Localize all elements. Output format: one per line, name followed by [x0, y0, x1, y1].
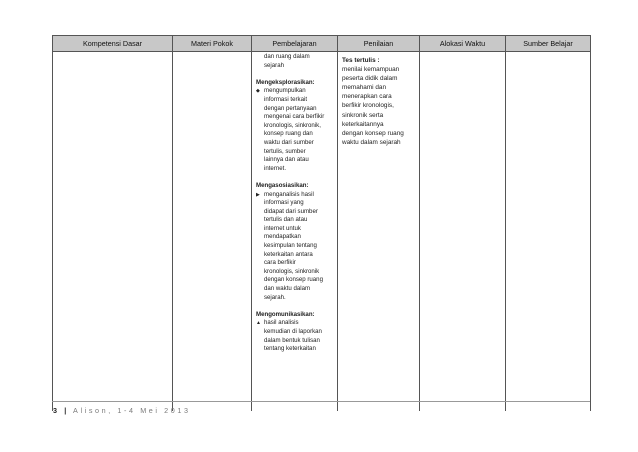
- text-line: waktu dalam sejarah: [342, 138, 401, 146]
- text-line: dengan pertanyaan: [264, 104, 317, 112]
- text-line: kesimpulan tentang: [264, 242, 317, 250]
- text-line: hasil analisis: [264, 319, 299, 327]
- text-line: sejarah: [264, 61, 284, 69]
- text-line: menganalisis hasil: [264, 190, 314, 198]
- text-line: konsep ruang dan: [264, 130, 313, 138]
- text-line: dalam bentuk tulisan: [264, 336, 320, 344]
- bullet-item: [256, 87, 334, 173]
- text-line: menerapkan cara: [342, 93, 392, 101]
- text-line: waktu dari sumber: [264, 138, 314, 146]
- continued-text: [256, 53, 334, 70]
- text-line: internet.: [264, 164, 287, 172]
- bullet-text: [264, 87, 324, 173]
- syllabus-table: [52, 35, 591, 411]
- header-penilaian: Penilaian: [338, 36, 420, 52]
- table-header-row: [53, 36, 591, 52]
- cell-materi-pokok: [173, 52, 252, 412]
- bullet-icon: ◆: [256, 88, 260, 95]
- section-heading-mengasosiasikan: Mengasosiasikan:: [256, 181, 309, 189]
- penilaian-heading: Tes tertulis :: [342, 57, 380, 64]
- header-kompetensi-dasar: Kompetensi Dasar: [53, 36, 173, 52]
- footer-text: Alison, 1-4 Mei 2013: [73, 406, 191, 415]
- text-line: tertulis, sumber: [264, 147, 306, 155]
- section-heading-mengomunikasikan: Mengomunikasikan:: [256, 310, 315, 318]
- page-number: 3: [53, 406, 60, 415]
- header-materi-pokok: Materi Pokok: [173, 36, 252, 52]
- bullet-text: [264, 319, 322, 353]
- header-sumber-belajar: Sumber Belajar: [506, 36, 591, 52]
- text-line: informasi terkait: [264, 95, 308, 103]
- text-line: sinkronik serta: [342, 111, 384, 119]
- text-line: dengan konsep ruang: [264, 276, 323, 284]
- section-heading-mengeksplorasikan: Mengeksplorasikan:: [256, 78, 315, 86]
- text-line: cara berfikir: [264, 259, 296, 267]
- text-line: peserta didik dalam: [342, 75, 398, 83]
- cell-penilaian: [338, 52, 420, 412]
- bullet-icon: ▶: [256, 191, 260, 198]
- cell-sumber-belajar: [506, 52, 591, 412]
- text-line: dan waktu dalam: [264, 285, 311, 293]
- text-line: kemudian di laporkan: [264, 328, 322, 335]
- text-line: tertulis dan atau: [264, 216, 308, 224]
- text-line: mengumpulkan: [264, 87, 306, 95]
- cell-pembelajaran: [252, 52, 338, 412]
- text-line: kronologis, sinkronik,: [264, 121, 321, 129]
- text-line: memahami dan: [342, 84, 387, 92]
- text-line: menilai kemampuan: [342, 66, 400, 74]
- header-alokasi-waktu: Alokasi Waktu: [420, 36, 506, 52]
- cell-alokasi-waktu: [420, 52, 506, 412]
- page-footer: [53, 406, 191, 415]
- bullet-item: [256, 191, 334, 303]
- cell-kompetensi-dasar: [53, 52, 173, 412]
- text-line: kronologis, sinkronik: [264, 267, 320, 275]
- text-line: informasi yang: [264, 199, 304, 207]
- table-row: [53, 52, 591, 412]
- text-line: dengan konsep ruang: [342, 129, 404, 137]
- text-line: mengenai cara berfikir: [264, 113, 325, 121]
- text-line: mendapatkan: [264, 233, 301, 241]
- text-line: tentang keterkaitan: [264, 345, 316, 353]
- bullet-item: [256, 319, 334, 353]
- text-line: sejarah.: [264, 293, 286, 301]
- bullet-icon: ▲: [256, 320, 261, 327]
- text-line: didapat dari sumber: [264, 207, 318, 215]
- header-pembelajaran: Pembelajaran: [252, 36, 338, 52]
- bullet-text: [264, 191, 323, 303]
- text-line: keterkaitannya: [342, 120, 384, 128]
- text-line: dan ruang dalam: [264, 53, 310, 60]
- text-line: internet untuk: [264, 224, 301, 232]
- footer-separator: |: [64, 406, 69, 415]
- text-line: keterkaitan antara: [264, 250, 313, 258]
- text-line: lainnya dan atau: [264, 156, 309, 164]
- footer-divider: [52, 401, 590, 402]
- text-line: berfikir kronologis,: [342, 102, 394, 110]
